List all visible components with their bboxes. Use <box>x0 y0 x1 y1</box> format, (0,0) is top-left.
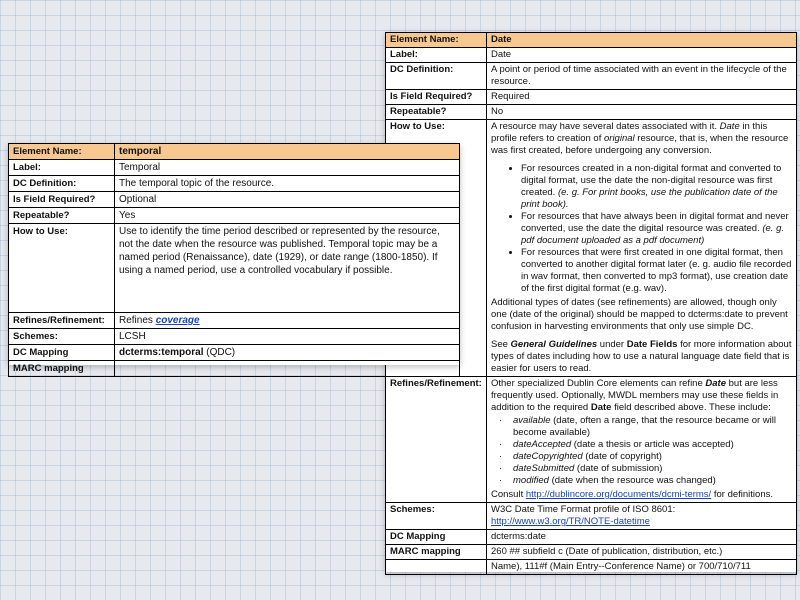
table-row <box>9 329 460 345</box>
dc-mapping-key: DC Mapping <box>9 345 115 361</box>
table-row <box>9 224 460 313</box>
repeatable-value: Yes <box>115 208 460 224</box>
schemes-value <box>487 503 797 530</box>
label-key: Label: <box>386 48 487 63</box>
table-row <box>9 192 460 208</box>
table-row <box>386 560 797 575</box>
w3c-datetime-link[interactable]: http://www.w3.org/TR/NOTE-datetime <box>491 516 650 527</box>
how-to-use-key: How to Use: <box>386 120 487 377</box>
label-key: Label: <box>9 160 115 176</box>
temporal-element-table <box>8 143 460 377</box>
label-value: Temporal <box>115 160 460 176</box>
how-to-use-value: Use to identify the time period described or represented by the resource, not the date when the resource was published. Temporal topic may be a named period (Renaissance), date (1929), or date range (1800-1850). If using a named period, use a controlled vocabulary if possible. <box>115 224 460 313</box>
table-row <box>9 144 460 160</box>
how-to-use-value <box>487 120 797 377</box>
how-to-use-key: How to Use: <box>9 224 115 313</box>
table-row <box>386 530 797 545</box>
table-row <box>386 33 797 48</box>
element-name-key: Element Name: <box>386 33 487 48</box>
temporal-element-sheet <box>8 143 460 374</box>
list-item: • For resources that were first created in one digital format, then converted to another digital format later (e. g. audio file recorded in wav format, then converted to mp3 format), use creation date of the first digital format (e.g. wav). <box>521 247 792 295</box>
marc-mapping-key-cont <box>386 560 487 575</box>
list-item: · available (date, often a range, that the resource became or will become available) <box>513 415 792 439</box>
table-row <box>386 377 797 503</box>
schemes-key: Schemes: <box>386 503 487 530</box>
required-key: Is Field Required? <box>386 90 487 105</box>
marc-mapping-value <box>115 361 460 377</box>
required-value: Required <box>487 90 797 105</box>
marc-mapping-value: 260 ## subfield c (Date of publication, distribution, etc.) <box>487 545 797 560</box>
schemes-text: W3C Date Time Format profile of ISO 8601: <box>491 504 676 515</box>
refinement-list <box>491 415 792 487</box>
element-name-value: temporal <box>115 144 460 160</box>
how-to-use-intro <box>491 121 792 157</box>
refines-value: Refines coverage <box>115 313 460 329</box>
list-item: • For resources that have always been in digital format and never converted, use the date the digital resource was created. (e. g. pdf document uploaded as a pdf document) <box>521 211 792 247</box>
dc-mapping-value: dcterms:date <box>487 530 797 545</box>
table-row <box>386 90 797 105</box>
how-to-use-para: See General Guidelines under Date Fields for more information about types of dates including how to use a natural language date field that is easier for users to read. <box>491 339 792 374</box>
required-value: Optional <box>115 192 460 208</box>
repeatable-key: Repeatable? <box>9 208 115 224</box>
table-row <box>9 345 460 361</box>
refines-key: Refines/Refinement: <box>9 313 115 329</box>
dc-mapping-key: DC Mapping <box>386 530 487 545</box>
element-name-value: Date <box>487 33 797 48</box>
definition-key: DC Definition: <box>9 176 115 192</box>
schemes-value: LCSH <box>115 329 460 345</box>
definition-value: A point or period of time associated with an event in the lifecycle of the resource. <box>487 63 797 90</box>
list-item: • For resources created in a non-digital format and converted to digital format, use the date the non-digital resource was first created. (e. g. For print books, use the publication date of the print book). <box>521 163 792 211</box>
list-item: · dateAccepted (date a thesis or article was accepted) <box>513 439 792 451</box>
definition-key: DC Definition: <box>386 63 487 90</box>
marc-mapping-key: MARC mapping <box>386 545 487 560</box>
schemes-key: Schemes: <box>9 329 115 345</box>
intro-text: in this profile refers to creation of <box>491 121 768 144</box>
refines-value: Other specialized Dublin Core elements can refine Date but are less frequently used. Optionally, MWDL members may use these fields in addition to the required Date field described above. These include: · available (date, often a range, that the resource became or will become available) · dateAccepted (date a thesis or article was accepted) · dateCopyrighted (date of copyright) · dateSubmitted (date of submission) · modified (date when the resource was changed) Consult http://dublincore.org/documents/dcmi-terms/ for definitions. <box>487 377 797 503</box>
how-to-use-bullets <box>491 163 792 295</box>
intro-emphasis: original <box>604 133 635 144</box>
repeatable-value: No <box>487 105 797 120</box>
table-row <box>9 208 460 224</box>
repeatable-key: Repeatable? <box>386 105 487 120</box>
intro-text: resource, that is, when the resource was first created, before undergoing any conversion. <box>491 133 789 156</box>
list-item: · modified (date when the resource was changed) <box>513 475 792 487</box>
definition-value: The temporal topic of the resource. <box>115 176 460 192</box>
list-item: · dateSubmitted (date of submission) <box>513 463 792 475</box>
marc-mapping-value-cont: Name), 111#f (Main Entry--Conference Name) or 700/710/711 <box>487 560 797 575</box>
element-name-key: Element Name: <box>9 144 115 160</box>
table-row <box>386 48 797 63</box>
list-item: · dateCopyrighted (date of copyright) <box>513 451 792 463</box>
intro-text: A resource may have several dates associated with it. <box>491 121 718 132</box>
table-row <box>386 105 797 120</box>
dcmi-terms-link[interactable]: http://dublincore.org/documents/dcmi-terms/ <box>525 489 712 500</box>
table-row <box>9 313 460 329</box>
table-row <box>9 176 460 192</box>
label-value: Date <box>487 48 797 63</box>
table-row <box>9 160 460 176</box>
table-row <box>386 503 797 530</box>
how-to-use-para: Additional types of dates (see refinements) are allowed, though only one (date of the original) should be mapped to dcterms:date to prevent confusion in harvesting environments that only use simple DC. <box>491 297 788 332</box>
table-row <box>9 361 460 377</box>
refines-key: Refines/Refinement: <box>386 377 487 503</box>
coverage-link[interactable]: coverage <box>155 315 200 326</box>
required-key: Is Field Required? <box>9 192 115 208</box>
marc-mapping-key: MARC mapping <box>9 361 115 377</box>
table-row <box>386 63 797 90</box>
table-row <box>386 545 797 560</box>
intro-emphasis: Date <box>719 121 740 132</box>
dc-mapping-value: dcterms:temporal (QDC) <box>115 345 460 361</box>
